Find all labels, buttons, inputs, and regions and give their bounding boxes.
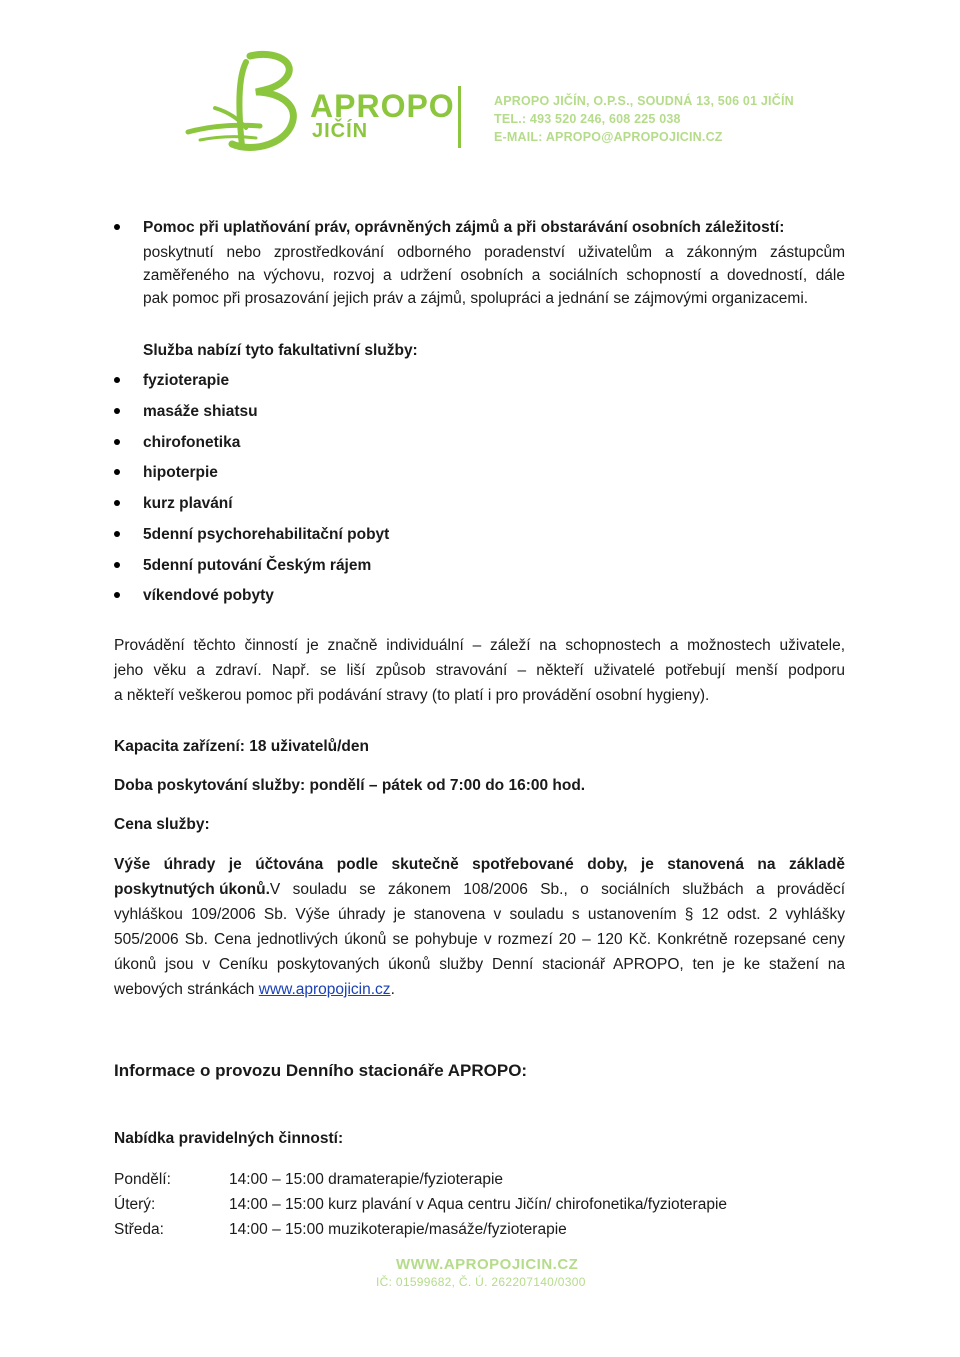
schedule-activity: 14:00 – 15:00 muzikoterapie/masáže/fyzioterapie — [229, 1221, 567, 1238]
info-heading: Informace o provozu Denního stacionáře APROPO: — [114, 1061, 528, 1080]
schedule-activity: 14:00 – 15:00 kurz plavání v Aqua centru Jičín/ chirofonetika/fyzioterapie — [229, 1196, 728, 1213]
bullet-icon — [114, 377, 120, 383]
apropo-logo-icon — [180, 48, 305, 163]
intro-heading: Pomoc při uplatňování práv, oprávněných zájmů a při obstarávání osobních záležitostí: — [143, 219, 785, 236]
price-line-text: webových stránkách — [114, 981, 259, 998]
list-item: hipoterpie — [143, 464, 218, 481]
intro-line: poskytnutí nebo zprostředkování odborného poradenství uživatelům a zákonným zástupcům — [143, 244, 845, 261]
list-item: masáže shiatsu — [143, 403, 258, 420]
list-item: chirofonetika — [143, 434, 241, 451]
org-address: APROPO JIČÍN, O.P.S., SOUDNÁ 13, 506 01 JIČÍN — [494, 94, 794, 108]
logo-name: APROPO — [310, 88, 455, 124]
price-line-bold: poskytnutých úkonů. — [114, 881, 270, 898]
price-line: úkonů jsou v Ceníku poskytovaných úkonů služby Denní stacionář APROPO, ten je ke stažení na — [114, 956, 845, 973]
list-item: 5denní putování Českým rájem — [143, 557, 372, 574]
bullet-icon — [114, 592, 120, 598]
price-line — [114, 877, 845, 902]
schedule-day: Pondělí: — [114, 1171, 171, 1188]
list-item: kurz plavání — [143, 495, 233, 512]
list-item: 5denní psychorehabilitační pobyt — [143, 526, 390, 543]
org-phone: TEL.: 493 520 246, 608 225 038 — [494, 112, 681, 126]
bullet-icon — [114, 500, 120, 506]
logo-city: JIČÍN — [312, 120, 369, 142]
bullet-icon — [114, 439, 120, 445]
list-item: fyzioterapie — [143, 372, 230, 389]
bullet-icon — [114, 562, 120, 568]
price-line: 505/2006 Sb. Cena jednotlivých úkonů se pohybuje v rozmezí 20 – 120 Kč. Konkrétně rozepsané ceny — [114, 931, 845, 948]
header-divider — [458, 86, 461, 148]
footer-website: WWW.APROPOJICIN.CZ — [396, 1256, 579, 1273]
schedule-day: Středa: — [114, 1221, 164, 1238]
bullet-icon — [114, 531, 120, 537]
price-line — [114, 977, 395, 1002]
price-title: Cena služby: — [114, 816, 210, 833]
list-item: víkendové pobyty — [143, 587, 274, 604]
schedule-day: Úterý: — [114, 1196, 156, 1213]
price-line-end: . — [390, 981, 395, 998]
hours-text: Doba poskytování služby: pondělí – pátek od 7:00 do 16:00 hod. — [114, 777, 586, 794]
schedule-activity: 14:00 – 15:00 dramaterapie/fyzioterapie — [229, 1171, 504, 1188]
capacity-text: Kapacita zařízení: 18 uživatelů/den — [114, 738, 369, 755]
footer-ids: IČ: 01599682, Č. Ú. 262207140/0300 — [376, 1275, 586, 1289]
execution-line: a někteří veškerou pomoc při podávání stravy (to platí i pro provádění osobní hygieny). — [114, 687, 710, 704]
org-email: E-MAIL: APROPO@APROPOJICIN.CZ — [494, 130, 723, 144]
bullet-icon — [114, 224, 120, 230]
bullet-icon — [114, 408, 120, 414]
intro-line: zaměřeného na výchovu, rozvoj a udržení osobních a sociálních schopností a dovedností, dále — [143, 267, 845, 284]
bullet-icon — [114, 469, 120, 475]
services-title: Služba nabízí tyto fakultativní služby: — [143, 342, 418, 359]
price-line: Výše úhrady je účtována podle skutečně spotřebované doby, je stanovená na základě — [114, 856, 845, 873]
price-line: vyhláškou 109/2006 Sb. Výše úhrady je stanovena v souladu s ustanovením § 12 odst. 2 vyhlášky — [114, 906, 845, 923]
intro-line: pak pomoc při prosazování jejich práv a zájmů, spolupráci a jednání se zájmovými organizacemi. — [143, 290, 809, 307]
schedule-title: Nabídka pravidelných činností: — [114, 1130, 344, 1147]
website-link[interactable]: www.apropojicin.cz — [258, 981, 391, 998]
execution-line: jeho věku a zdraví. Např. se liší způsob stravování – někteří uživatelé potřebují menší podporu — [114, 662, 845, 679]
execution-line: Provádění těchto činností je značně individuální – záleží na schopnostech a možnostech uživatele, — [114, 637, 845, 654]
price-line-rest: V souladu se zákonem 108/2006 Sb., o sociálních službách a prováděcí — [269, 881, 845, 898]
